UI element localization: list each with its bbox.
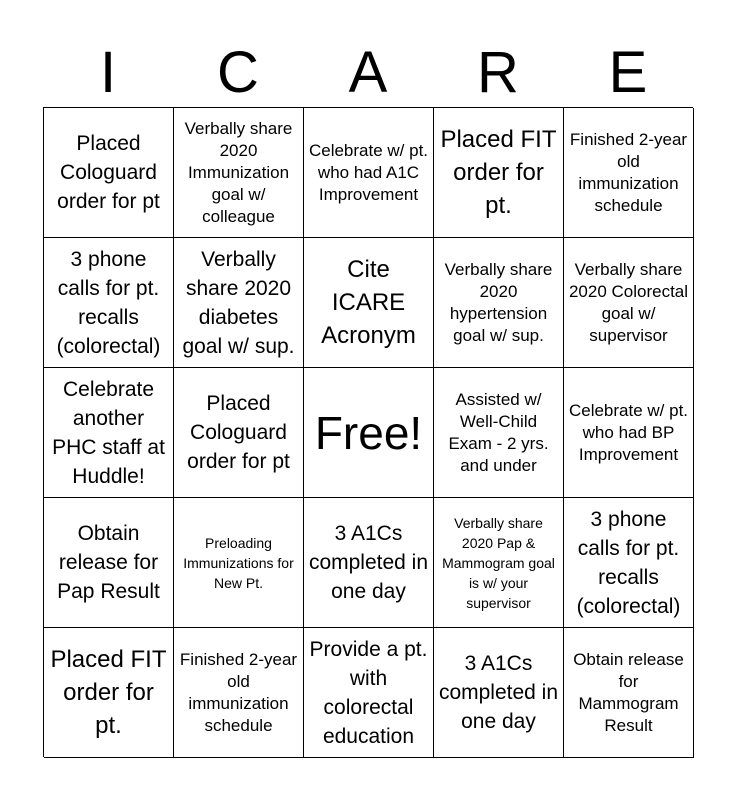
bingo-grid — [43, 107, 693, 757]
bingo-cell[interactable] — [304, 238, 434, 368]
bingo-cell[interactable] — [434, 238, 564, 368]
bingo-cell-text: Celebrate w/ pt. who had BP Improvement — [568, 400, 689, 464]
bingo-cell-text: Verbally share 2020 Colorectal goal w/ supervisor — [568, 259, 689, 345]
bingo-cell-text: Placed Cologuard order for pt — [57, 132, 160, 213]
bingo-cell-text: Verbally share 2020 hypertension goal w/ sup. — [444, 259, 553, 345]
bingo-cell-text: Celebrate w/ pt. who had A1C Improvement — [308, 140, 429, 204]
bingo-cell-text: 3 A1Cs completed in one day — [308, 522, 429, 603]
bingo-cell-text: Free! — [314, 406, 423, 459]
bingo-cell[interactable] — [564, 238, 694, 368]
bingo-cell[interactable] — [174, 108, 304, 238]
bingo-cell[interactable] — [434, 368, 564, 498]
bingo-cell[interactable] — [564, 108, 694, 238]
bingo-cell-text: Placed Cologuard order for pt — [187, 392, 290, 473]
bingo-cell[interactable] — [44, 498, 174, 628]
bingo-cell[interactable] — [434, 108, 564, 238]
bingo-cell-text: Finished 2-year old immunization schedule — [569, 129, 688, 215]
bingo-cell-text: 3 phone calls for pt. recalls (colorectal) — [56, 247, 161, 358]
bingo-cell[interactable] — [434, 498, 564, 628]
bingo-cell[interactable] — [304, 628, 434, 758]
bingo-cell-text: Verbally share 2020 Immunization goal w/ colleague — [184, 118, 293, 226]
bingo-cell[interactable] — [304, 498, 434, 628]
bingo-cell-text: Finished 2-year old immunization schedule — [179, 649, 298, 735]
bingo-cell-text: 3 A1Cs completed in one day — [438, 652, 559, 733]
bingo-cell-text: Obtain release for Mammogram Result — [573, 649, 684, 735]
bingo-cell-text: Assisted w/ Well-Child Exam - 2 yrs. and under — [448, 389, 549, 475]
bingo-cell-text: Verbally share 2020 diabetes goal w/ sup. — [182, 247, 295, 358]
header-letter: A — [348, 40, 388, 105]
bingo-cell[interactable] — [44, 368, 174, 498]
bingo-cell-text: Provide a pt. with colorectal education — [309, 637, 428, 748]
bingo-cell[interactable] — [174, 498, 304, 628]
header-letter: I — [99, 40, 117, 105]
bingo-cell[interactable] — [44, 238, 174, 368]
bingo-cell-text: 3 phone calls for pt. recalls (colorectal) — [576, 507, 681, 618]
bingo-cell[interactable] — [44, 628, 174, 758]
bingo-cell[interactable] — [564, 368, 694, 498]
bingo-cell-text: Obtain release for Pap Result — [57, 522, 160, 603]
bingo-header — [43, 38, 693, 108]
bingo-cell-text: Celebrate another PHC staff at Huddle! — [52, 377, 165, 488]
bingo-cell-text: Placed FIT order for pt. — [440, 126, 557, 219]
bingo-cell-text: Placed FIT order for pt. — [50, 646, 167, 739]
bingo-cell-text: Cite ICARE Acronym — [321, 256, 416, 349]
bingo-cell[interactable] — [174, 628, 304, 758]
bingo-cell[interactable] — [564, 498, 694, 628]
bingo-cell[interactable] — [44, 108, 174, 238]
bingo-cell-text: Verbally share 2020 Pap & Mammogram goal is w/ your supervisor — [442, 514, 555, 611]
bingo-cell-text: Preloading Immunizations for New Pt. — [183, 534, 294, 591]
bingo-cell[interactable] — [174, 368, 304, 498]
bingo-cell[interactable] — [564, 628, 694, 758]
header-letter: C — [217, 40, 259, 105]
header-letter: E — [608, 40, 648, 105]
free-space-cell[interactable] — [304, 368, 434, 498]
bingo-cell[interactable] — [434, 628, 564, 758]
bingo-cell[interactable] — [174, 238, 304, 368]
bingo-cell[interactable] — [304, 108, 434, 238]
header-letter: R — [477, 40, 519, 105]
